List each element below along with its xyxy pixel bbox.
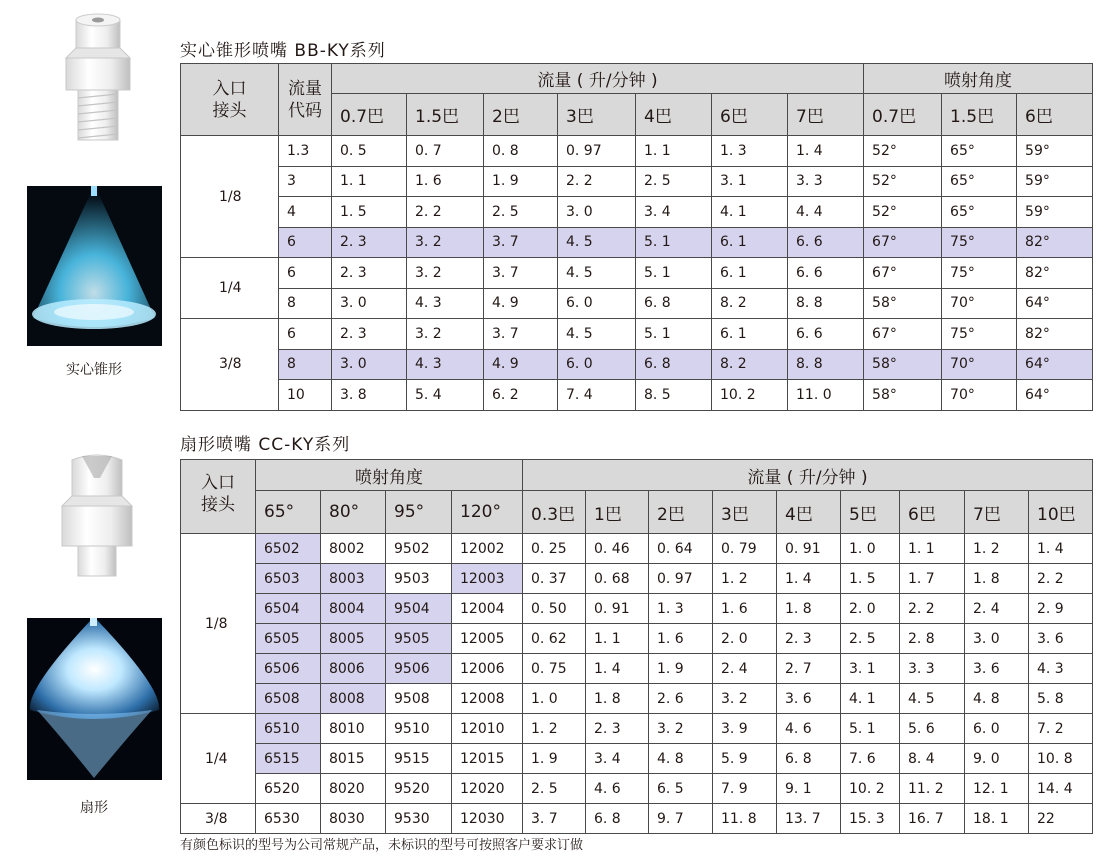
flow-value-cell: 2. 3 bbox=[332, 319, 407, 350]
model-cell: 8015 bbox=[321, 744, 386, 774]
flow-value-cell: 6. 0 bbox=[965, 714, 1029, 744]
pressure-header: 0.3巴 bbox=[523, 491, 586, 534]
flow-value-cell: 0. 62 bbox=[523, 624, 586, 654]
flow-value-cell: 5. 1 bbox=[636, 319, 712, 350]
inlet-size-cell: 1/4 bbox=[181, 258, 279, 319]
angle-value-cell: 65° bbox=[942, 136, 1017, 167]
model-cell: 9506 bbox=[386, 654, 452, 684]
flow-value-cell: 11. 0 bbox=[788, 380, 864, 411]
cc-nozzle-image bbox=[42, 448, 152, 580]
model-cell: 9510 bbox=[386, 714, 452, 744]
fan-spray-image bbox=[27, 618, 162, 780]
fan-caption: 扇形 bbox=[80, 800, 108, 816]
flow-value-cell: 9. 1 bbox=[777, 774, 841, 804]
flow-value-cell: 8. 8 bbox=[788, 349, 864, 380]
model-cell: 6503 bbox=[256, 564, 321, 594]
table-row bbox=[181, 136, 1093, 167]
flow-value-cell: 4. 6 bbox=[777, 714, 841, 744]
flow-pressure-header: 6巴 bbox=[712, 94, 788, 136]
flow-value-cell: 0. 50 bbox=[523, 594, 586, 624]
flow-value-cell: 1. 2 bbox=[523, 714, 586, 744]
flow-value-cell: 3. 6 bbox=[1029, 624, 1093, 654]
flow-value-cell: 6. 5 bbox=[649, 774, 713, 804]
model-cell: 6508 bbox=[256, 684, 321, 714]
inlet-header: 入口 接头 bbox=[181, 460, 256, 534]
flow-value-cell: 1. 6 bbox=[407, 166, 484, 197]
flow-value-cell: 11. 8 bbox=[713, 804, 777, 834]
model-cell: 6504 bbox=[256, 594, 321, 624]
model-cell: 9508 bbox=[386, 684, 452, 714]
flow-value-cell: 2. 2 bbox=[900, 594, 965, 624]
angle-header: 80° bbox=[321, 491, 386, 534]
inlet-size-cell: 1/4 bbox=[181, 714, 256, 804]
flow-value-cell: 2. 2 bbox=[558, 166, 636, 197]
flow-value-cell: 6. 0 bbox=[558, 288, 636, 319]
model-cell: 9520 bbox=[386, 774, 452, 804]
model-cell: 12003 bbox=[452, 564, 523, 594]
table-row bbox=[181, 227, 1093, 258]
angle-pressure-header: 6巴 bbox=[1017, 94, 1093, 136]
angle-value-cell: 64° bbox=[1017, 380, 1093, 411]
flow-pressure-header: 7巴 bbox=[788, 94, 864, 136]
flow-value-cell: 4. 3 bbox=[407, 349, 484, 380]
flow-value-cell: 6. 0 bbox=[558, 349, 636, 380]
model-cell: 9502 bbox=[386, 534, 452, 564]
flow-value-cell: 1. 4 bbox=[788, 136, 864, 167]
flow-value-cell: 4. 3 bbox=[407, 288, 484, 319]
flow-value-cell: 3. 7 bbox=[484, 258, 558, 289]
flow-value-cell: 10. 2 bbox=[841, 774, 900, 804]
flow-code-cell: 8 bbox=[279, 288, 332, 319]
flow-value-cell: 4. 5 bbox=[558, 227, 636, 258]
inlet-size-cell: 1/8 bbox=[181, 534, 256, 714]
flow-value-cell: 3. 7 bbox=[484, 319, 558, 350]
flow-value-cell: 6. 8 bbox=[777, 744, 841, 774]
flow-value-cell: 4. 6 bbox=[586, 774, 649, 804]
angle-value-cell: 70° bbox=[942, 288, 1017, 319]
model-cell: 9515 bbox=[386, 744, 452, 774]
flow-value-cell: 4. 9 bbox=[484, 288, 558, 319]
bb-series-title: 实心锥形喷嘴 BB-KY系列 bbox=[180, 41, 386, 61]
flow-value-cell: 4. 3 bbox=[1029, 654, 1093, 684]
flow-value-cell: 5. 1 bbox=[636, 227, 712, 258]
flow-value-cell: 1. 6 bbox=[713, 594, 777, 624]
flow-value-cell: 0. 37 bbox=[523, 564, 586, 594]
flow-value-cell: 1. 8 bbox=[586, 684, 649, 714]
model-cell: 6520 bbox=[256, 774, 321, 804]
angle-value-cell: 65° bbox=[942, 166, 1017, 197]
flow-value-cell: 3. 6 bbox=[965, 654, 1029, 684]
flow-value-cell: 1. 5 bbox=[332, 197, 407, 228]
pressure-header: 10巴 bbox=[1029, 491, 1093, 534]
flow-value-cell: 1. 0 bbox=[523, 684, 586, 714]
flow-value-cell: 1. 6 bbox=[649, 624, 713, 654]
model-cell: 12010 bbox=[452, 714, 523, 744]
flow-value-cell: 6. 6 bbox=[788, 319, 864, 350]
flow-rate-header: 流量 ( 升/分钟 ) bbox=[332, 64, 864, 94]
model-cell: 12030 bbox=[452, 804, 523, 834]
flow-value-cell: 1. 9 bbox=[649, 654, 713, 684]
table-row bbox=[181, 804, 1093, 834]
model-cell: 12004 bbox=[452, 594, 523, 624]
model-cell: 12002 bbox=[452, 534, 523, 564]
flow-value-cell: 5. 1 bbox=[841, 714, 900, 744]
flow-value-cell: 4. 5 bbox=[558, 258, 636, 289]
table-row bbox=[181, 380, 1093, 411]
flow-value-cell: 0. 5 bbox=[332, 136, 407, 167]
model-cell: 12015 bbox=[452, 744, 523, 774]
bb-spec-table bbox=[180, 63, 1093, 411]
table-row bbox=[181, 744, 1093, 774]
angle-header: 65° bbox=[256, 491, 321, 534]
table-row bbox=[181, 564, 1093, 594]
flow-value-cell: 0. 7 bbox=[407, 136, 484, 167]
flow-pressure-header: 0.7巴 bbox=[332, 94, 407, 136]
flow-value-cell: 2. 5 bbox=[484, 197, 558, 228]
flow-value-cell: 1. 4 bbox=[777, 564, 841, 594]
model-cell: 8008 bbox=[321, 684, 386, 714]
flow-value-cell: 6. 1 bbox=[712, 227, 788, 258]
flow-value-cell: 5. 6 bbox=[900, 714, 965, 744]
table-row bbox=[181, 197, 1093, 228]
flow-value-cell: 0. 8 bbox=[484, 136, 558, 167]
flow-value-cell: 6. 1 bbox=[712, 319, 788, 350]
flow-value-cell: 0. 75 bbox=[523, 654, 586, 684]
flow-value-cell: 1. 2 bbox=[713, 564, 777, 594]
flow-value-cell: 2. 8 bbox=[900, 624, 965, 654]
flow-value-cell: 4. 1 bbox=[712, 197, 788, 228]
model-cell: 12006 bbox=[452, 654, 523, 684]
model-cell: 8010 bbox=[321, 714, 386, 744]
flow-code-cell: 6 bbox=[279, 258, 332, 289]
flow-value-cell: 2. 7 bbox=[777, 654, 841, 684]
flow-value-cell: 2. 5 bbox=[841, 624, 900, 654]
pressure-header: 4巴 bbox=[777, 491, 841, 534]
angle-value-cell: 59° bbox=[1017, 166, 1093, 197]
flow-value-cell: 16. 7 bbox=[900, 804, 965, 834]
pressure-header: 7巴 bbox=[965, 491, 1029, 534]
angle-value-cell: 58° bbox=[864, 349, 942, 380]
flow-value-cell: 3. 2 bbox=[407, 258, 484, 289]
angle-header: 95° bbox=[386, 491, 452, 534]
flow-value-cell: 2. 9 bbox=[1029, 594, 1093, 624]
model-cell: 12008 bbox=[452, 684, 523, 714]
table-row bbox=[181, 624, 1093, 654]
flow-pressure-header: 3巴 bbox=[558, 94, 636, 136]
flow-value-cell: 3. 1 bbox=[712, 166, 788, 197]
angle-pressure-header: 0.7巴 bbox=[864, 94, 942, 136]
flow-value-cell: 3. 0 bbox=[558, 197, 636, 228]
table-row bbox=[181, 288, 1093, 319]
flow-value-cell: 6. 8 bbox=[586, 804, 649, 834]
inlet-size-cell: 1/8 bbox=[181, 136, 279, 258]
pressure-header: 5巴 bbox=[841, 491, 900, 534]
flow-value-cell: 4. 1 bbox=[841, 684, 900, 714]
model-cell: 6506 bbox=[256, 654, 321, 684]
model-cell: 6510 bbox=[256, 714, 321, 744]
flow-value-cell: 3. 2 bbox=[407, 227, 484, 258]
model-cell: 8030 bbox=[321, 804, 386, 834]
flow-value-cell: 2. 4 bbox=[965, 594, 1029, 624]
flow-value-cell: 1. 2 bbox=[965, 534, 1029, 564]
flow-value-cell: 10. 2 bbox=[712, 380, 788, 411]
flow-value-cell: 13. 7 bbox=[777, 804, 841, 834]
flow-value-cell: 4. 8 bbox=[649, 744, 713, 774]
pressure-header: 2巴 bbox=[649, 491, 713, 534]
model-cell: 9530 bbox=[386, 804, 452, 834]
flow-value-cell: 1. 9 bbox=[523, 744, 586, 774]
flow-value-cell: 4. 5 bbox=[558, 319, 636, 350]
angle-value-cell: 64° bbox=[1017, 288, 1093, 319]
flow-value-cell: 22 bbox=[1029, 804, 1093, 834]
flow-value-cell: 2. 0 bbox=[713, 624, 777, 654]
pressure-header: 6巴 bbox=[900, 491, 965, 534]
flow-code-cell: 6 bbox=[279, 227, 332, 258]
flow-code-cell: 3 bbox=[279, 166, 332, 197]
flow-value-cell: 18. 1 bbox=[965, 804, 1029, 834]
flow-value-cell: 5. 1 bbox=[636, 258, 712, 289]
model-cell: 9503 bbox=[386, 564, 452, 594]
flow-value-cell: 8. 2 bbox=[712, 349, 788, 380]
model-cell: 12020 bbox=[452, 774, 523, 804]
angle-header: 120° bbox=[452, 491, 523, 534]
flow-value-cell: 8. 5 bbox=[636, 380, 712, 411]
flow-value-cell: 0. 64 bbox=[649, 534, 713, 564]
flow-value-cell: 1. 0 bbox=[841, 534, 900, 564]
model-cell: 8006 bbox=[321, 654, 386, 684]
angle-value-cell: 70° bbox=[942, 380, 1017, 411]
flow-value-cell: 3. 3 bbox=[900, 654, 965, 684]
flow-value-cell: 1. 8 bbox=[965, 564, 1029, 594]
flow-value-cell: 1. 5 bbox=[841, 564, 900, 594]
flow-value-cell: 0. 91 bbox=[586, 594, 649, 624]
model-cell: 8005 bbox=[321, 624, 386, 654]
table-row bbox=[181, 714, 1093, 744]
flow-value-cell: 0. 97 bbox=[649, 564, 713, 594]
flow-code-header: 流量 代码 bbox=[279, 64, 332, 136]
flow-value-cell: 7. 9 bbox=[713, 774, 777, 804]
flow-value-cell: 3. 6 bbox=[777, 684, 841, 714]
model-cell: 6505 bbox=[256, 624, 321, 654]
flow-value-cell: 6. 2 bbox=[484, 380, 558, 411]
flow-rate-header: 流量 ( 升/分钟 ) bbox=[523, 460, 1093, 491]
model-cell: 8002 bbox=[321, 534, 386, 564]
flow-value-cell: 3. 7 bbox=[484, 227, 558, 258]
model-cell: 8003 bbox=[321, 564, 386, 594]
flow-value-cell: 1. 4 bbox=[586, 654, 649, 684]
footnote: 有颜色标识的型号为公司常规产品，未标识的型号可按照客户要求订做 bbox=[180, 838, 584, 853]
pressure-header: 3巴 bbox=[713, 491, 777, 534]
flow-value-cell: 2. 2 bbox=[1029, 564, 1093, 594]
flow-value-cell: 1. 8 bbox=[777, 594, 841, 624]
angle-value-cell: 67° bbox=[864, 227, 942, 258]
flow-value-cell: 4. 4 bbox=[788, 197, 864, 228]
flow-value-cell: 3. 0 bbox=[332, 349, 407, 380]
flow-value-cell: 3. 9 bbox=[713, 714, 777, 744]
flow-value-cell: 2. 0 bbox=[841, 594, 900, 624]
flow-value-cell: 1. 1 bbox=[636, 136, 712, 167]
angle-value-cell: 82° bbox=[1017, 227, 1093, 258]
flow-value-cell: 0. 25 bbox=[523, 534, 586, 564]
flow-value-cell: 9. 7 bbox=[649, 804, 713, 834]
angle-value-cell: 75° bbox=[942, 258, 1017, 289]
flow-value-cell: 0. 79 bbox=[713, 534, 777, 564]
cc-spec-table bbox=[180, 459, 1093, 834]
model-cell: 6530 bbox=[256, 804, 321, 834]
flow-value-cell: 3. 7 bbox=[523, 804, 586, 834]
flow-value-cell: 4. 5 bbox=[900, 684, 965, 714]
pressure-header: 1巴 bbox=[586, 491, 649, 534]
flow-value-cell: 6. 6 bbox=[788, 227, 864, 258]
table-row bbox=[181, 319, 1093, 350]
model-cell: 9505 bbox=[386, 624, 452, 654]
model-cell: 8020 bbox=[321, 774, 386, 804]
table-row bbox=[181, 654, 1093, 684]
flow-code-cell: 6 bbox=[279, 319, 332, 350]
angle-value-cell: 82° bbox=[1017, 319, 1093, 350]
table-row bbox=[181, 258, 1093, 289]
flow-value-cell: 1. 1 bbox=[586, 624, 649, 654]
flow-value-cell: 10. 8 bbox=[1029, 744, 1093, 774]
flow-value-cell: 3. 2 bbox=[713, 684, 777, 714]
solid-cone-caption: 实心锥形 bbox=[66, 362, 122, 378]
flow-value-cell: 3. 4 bbox=[586, 744, 649, 774]
angle-pressure-header: 1.5巴 bbox=[942, 94, 1017, 136]
flow-value-cell: 2. 5 bbox=[523, 774, 586, 804]
model-cell: 9504 bbox=[386, 594, 452, 624]
flow-value-cell: 0. 68 bbox=[586, 564, 649, 594]
bb-nozzle-image bbox=[48, 8, 148, 148]
angle-value-cell: 75° bbox=[942, 319, 1017, 350]
flow-value-cell: 3. 4 bbox=[636, 197, 712, 228]
angle-value-cell: 70° bbox=[942, 349, 1017, 380]
solid-cone-spray-image bbox=[27, 186, 162, 346]
angle-value-cell: 65° bbox=[942, 197, 1017, 228]
flow-value-cell: 2. 3 bbox=[332, 227, 407, 258]
cc-series-title: 扇形喷嘴 CC-KY系列 bbox=[180, 435, 351, 455]
flow-value-cell: 8. 2 bbox=[712, 288, 788, 319]
flow-value-cell: 6. 1 bbox=[712, 258, 788, 289]
angle-value-cell: 67° bbox=[864, 319, 942, 350]
spray-angle-header: 喷射角度 bbox=[864, 64, 1093, 94]
flow-value-cell: 7. 4 bbox=[558, 380, 636, 411]
flow-value-cell: 0. 91 bbox=[777, 534, 841, 564]
flow-value-cell: 3. 1 bbox=[841, 654, 900, 684]
spray-angle-header: 喷射角度 bbox=[256, 460, 523, 491]
table-row bbox=[181, 166, 1093, 197]
model-cell: 6502 bbox=[256, 534, 321, 564]
flow-value-cell: 11. 2 bbox=[900, 774, 965, 804]
flow-value-cell: 2. 2 bbox=[407, 197, 484, 228]
angle-value-cell: 82° bbox=[1017, 258, 1093, 289]
flow-value-cell: 7. 2 bbox=[1029, 714, 1093, 744]
flow-value-cell: 0. 46 bbox=[586, 534, 649, 564]
flow-value-cell: 2. 3 bbox=[777, 624, 841, 654]
flow-value-cell: 5. 9 bbox=[713, 744, 777, 774]
flow-code-cell: 1.3 bbox=[279, 136, 332, 167]
flow-value-cell: 9. 0 bbox=[965, 744, 1029, 774]
angle-value-cell: 59° bbox=[1017, 197, 1093, 228]
flow-value-cell: 2. 6 bbox=[649, 684, 713, 714]
angle-value-cell: 58° bbox=[864, 380, 942, 411]
flow-value-cell: 4. 9 bbox=[484, 349, 558, 380]
flow-value-cell: 1. 3 bbox=[649, 594, 713, 624]
table-row bbox=[181, 349, 1093, 380]
flow-value-cell: 6. 8 bbox=[636, 288, 712, 319]
table-row bbox=[181, 594, 1093, 624]
flow-code-cell: 4 bbox=[279, 197, 332, 228]
flow-pressure-header: 2巴 bbox=[484, 94, 558, 136]
flow-value-cell: 8. 4 bbox=[900, 744, 965, 774]
angle-value-cell: 64° bbox=[1017, 349, 1093, 380]
angle-value-cell: 52° bbox=[864, 197, 942, 228]
angle-value-cell: 52° bbox=[864, 136, 942, 167]
flow-value-cell: 15. 3 bbox=[841, 804, 900, 834]
flow-value-cell: 5. 8 bbox=[1029, 684, 1093, 714]
flow-value-cell: 1. 4 bbox=[1029, 534, 1093, 564]
flow-value-cell: 1. 3 bbox=[712, 136, 788, 167]
flow-value-cell: 6. 6 bbox=[788, 258, 864, 289]
flow-value-cell: 12. 1 bbox=[965, 774, 1029, 804]
angle-value-cell: 52° bbox=[864, 166, 942, 197]
flow-code-cell: 10 bbox=[279, 380, 332, 411]
flow-value-cell: 1. 1 bbox=[900, 534, 965, 564]
table-row bbox=[181, 684, 1093, 714]
flow-value-cell: 7. 6 bbox=[841, 744, 900, 774]
flow-value-cell: 5. 4 bbox=[407, 380, 484, 411]
model-cell: 6515 bbox=[256, 744, 321, 774]
flow-value-cell: 3. 3 bbox=[788, 166, 864, 197]
flow-pressure-header: 1.5巴 bbox=[407, 94, 484, 136]
flow-value-cell: 2. 5 bbox=[636, 166, 712, 197]
flow-value-cell: 1. 7 bbox=[900, 564, 965, 594]
flow-value-cell: 2. 3 bbox=[586, 714, 649, 744]
angle-value-cell: 58° bbox=[864, 288, 942, 319]
flow-value-cell: 2. 4 bbox=[713, 654, 777, 684]
flow-value-cell: 1. 1 bbox=[332, 166, 407, 197]
inlet-size-cell: 3/8 bbox=[181, 804, 256, 834]
angle-value-cell: 59° bbox=[1017, 136, 1093, 167]
flow-value-cell: 1. 9 bbox=[484, 166, 558, 197]
flow-value-cell: 3. 0 bbox=[332, 288, 407, 319]
flow-value-cell: 3. 8 bbox=[332, 380, 407, 411]
inlet-size-cell: 3/8 bbox=[181, 319, 279, 411]
flow-value-cell: 3. 2 bbox=[649, 714, 713, 744]
flow-value-cell: 0. 97 bbox=[558, 136, 636, 167]
flow-value-cell: 2. 3 bbox=[332, 258, 407, 289]
model-cell: 12005 bbox=[452, 624, 523, 654]
inlet-header: 入口 接头 bbox=[181, 64, 279, 136]
flow-pressure-header: 4巴 bbox=[636, 94, 712, 136]
flow-value-cell: 4. 8 bbox=[965, 684, 1029, 714]
flow-value-cell: 3. 2 bbox=[407, 319, 484, 350]
flow-value-cell: 3. 0 bbox=[965, 624, 1029, 654]
angle-value-cell: 75° bbox=[942, 227, 1017, 258]
flow-value-cell: 6. 8 bbox=[636, 349, 712, 380]
flow-value-cell: 14. 4 bbox=[1029, 774, 1093, 804]
table-row bbox=[181, 774, 1093, 804]
flow-code-cell: 8 bbox=[279, 349, 332, 380]
model-cell: 8004 bbox=[321, 594, 386, 624]
table-row bbox=[181, 534, 1093, 564]
angle-value-cell: 67° bbox=[864, 258, 942, 289]
flow-value-cell: 8. 8 bbox=[788, 288, 864, 319]
